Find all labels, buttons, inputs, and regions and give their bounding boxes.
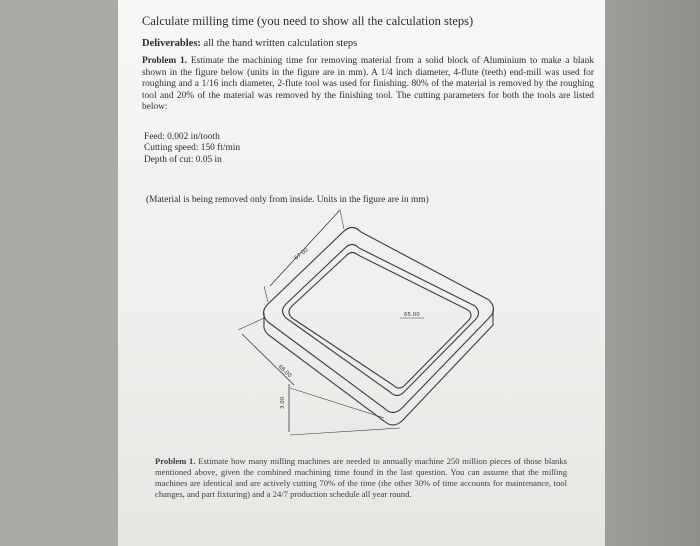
problem-2-paragraph (155, 456, 567, 500)
dim-left-label: 68.00 (276, 364, 293, 380)
dim-inner-label: 65.00 (404, 312, 420, 318)
dim-height-label: 3.00 (280, 396, 286, 409)
figure-note: (Material is being removed only from inside. Units in the figure are in mm) (146, 195, 429, 205)
problem-1-text: Estimate the machining time for removing material from a solid block of Aluminium to make a blank shown in the figure below (units in the figure are in mm). A 1/4 inch diameter, 4-flute (teeth) end-mill was used for roughing and a 1/16 inch diameter, 2-flute tool was used for finishing. 80% of the material is removed by the roughing tool and 20% of the material was removed by the finishing tool. The cutting parameters for both the tools are listed below: (142, 56, 594, 113)
depth-parameter: Depth of cut: 0.05 in (144, 154, 222, 165)
dimension-left-ext-a (238, 318, 264, 330)
feed-parameter: Feed: 0.002 in/tooth (144, 132, 220, 142)
problem-1-label: Problem 1. (142, 56, 188, 66)
page-title: Calculate milling time (you need to show all the calculation steps) (142, 14, 474, 28)
blank-inner-lip-outline (289, 253, 471, 389)
problem-2-text: Estimate how many milling machines are needed to annually machine 250 million pieces of those blanks mentioned above, given the combined machining time found in the last question. You can assume that the milling machines are identical and are actively cutting 70% of the time (the other 30% of time accounts for maintenance, tool changes, and part fixturing) and a 24/7 production schedule all year round. (155, 456, 567, 499)
dim-top-label: 67.00 (293, 247, 310, 262)
dimension-top-ext-b (340, 210, 344, 229)
document-page (118, 0, 605, 546)
dimension-left-line (242, 334, 294, 385)
dimension-height-ext (290, 428, 400, 435)
dimension-left-ext-b (290, 388, 384, 418)
deliverables-text: all the hand written calculation steps (203, 38, 358, 49)
dimension-top-ext-a (264, 286, 268, 302)
speed-parameter: Cutting speed: 150 ft/min (144, 143, 241, 154)
problem-2-label: Problem 1. (155, 456, 196, 466)
blank-inner-outline (283, 245, 479, 396)
deliverables-label: Deliverables: (142, 38, 201, 49)
